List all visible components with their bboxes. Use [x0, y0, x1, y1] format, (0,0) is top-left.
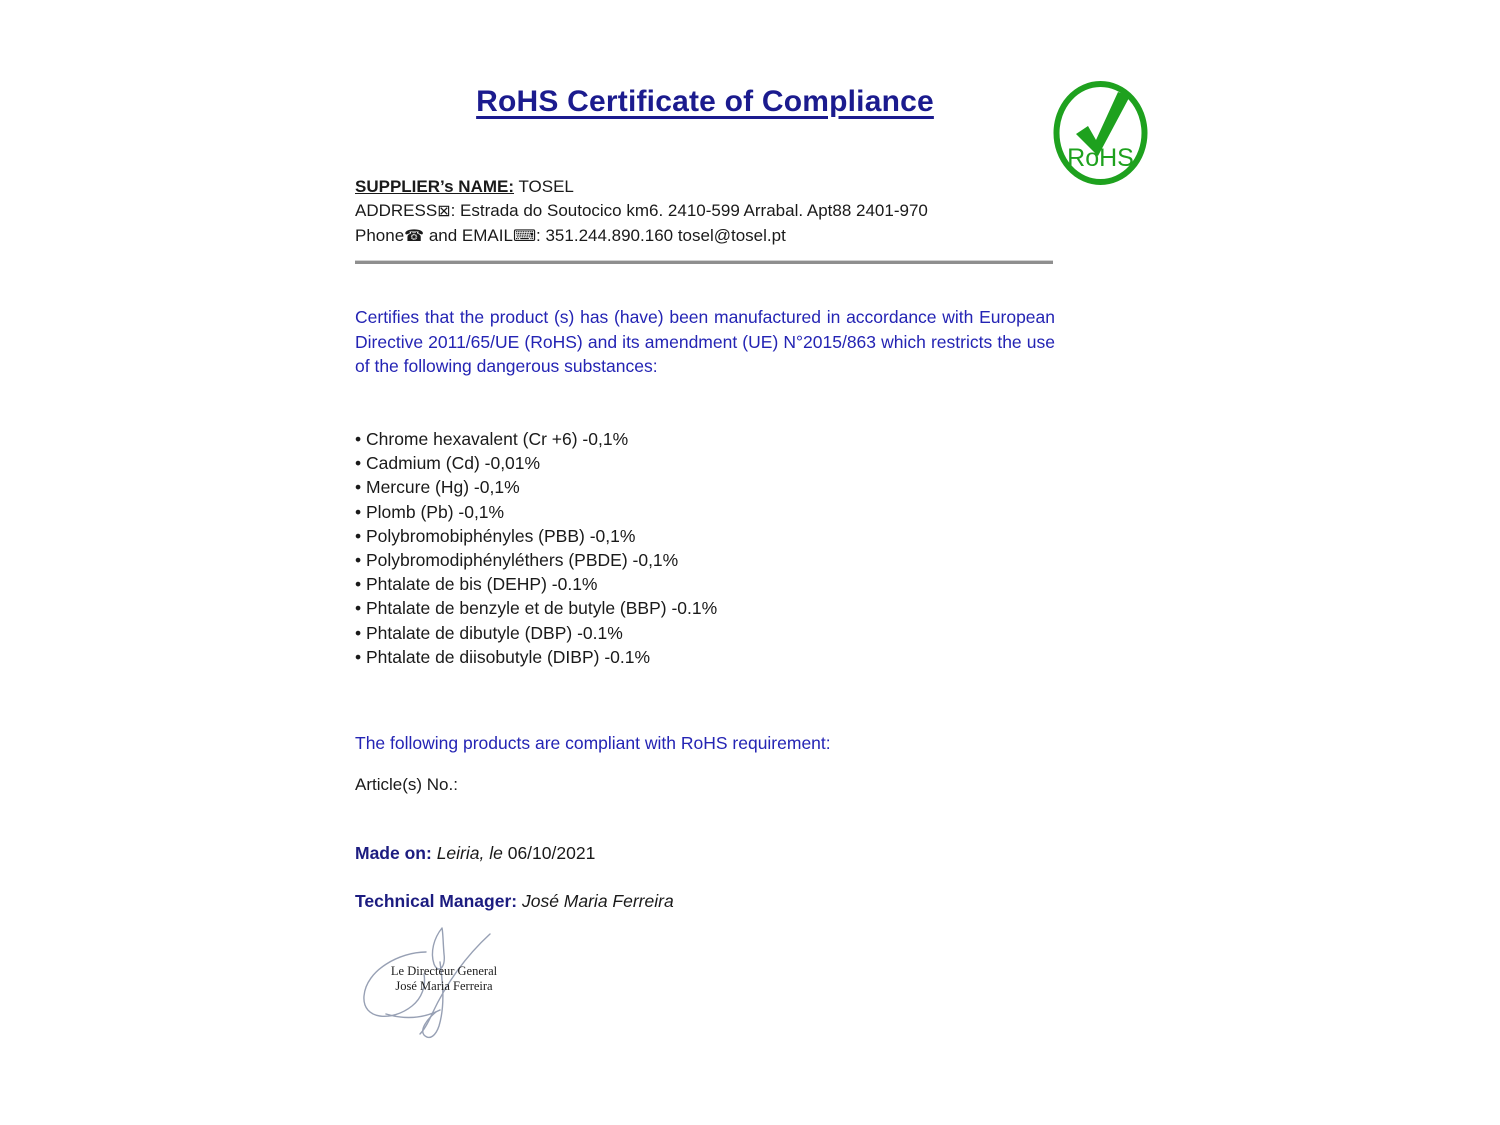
phone-icon: ☎ [404, 228, 425, 245]
list-item: • Phtalate de dibutyle (DBP) -0.1% [355, 621, 717, 645]
list-item: • Cadmium (Cd) -0,01% [355, 451, 717, 475]
technical-manager-label: Technical Manager: [355, 891, 518, 911]
signature-title: Le Directeur General [390, 964, 498, 978]
address-value: : Estrada do Soutocico km6. 2410-599 Arrabal. Apt88 2401-970 [450, 201, 928, 220]
technical-manager-name: José Maria Ferreira [521, 891, 674, 911]
list-item: • Plomb (Pb) -0,1% [355, 500, 717, 524]
page-title: RoHS Certificate of Compliance [476, 85, 934, 118]
contact-value: : 351.244.890.160 tosel@tosel.pt [536, 226, 786, 245]
certification-paragraph: Certifies that the product (s) has (have) been manufactured in accordance with European Directive 2011/65/UE (RoHS) and its amendment (UE) N°2015/863 which restricts the use of the following dangerous substances: [355, 307, 1055, 376]
compliance-statement: The following products are compliant with RoHS requirement: [355, 733, 831, 753]
list-item: • Polybromodiphényléthers (PBDE) -0,1% [355, 548, 717, 572]
divider [355, 260, 1053, 264]
substance-list [355, 427, 717, 669]
supplier-name-label: SUPPLIER’s NAME: [355, 177, 515, 196]
supplier-name-value: TOSEL [518, 177, 574, 196]
list-item: • Polybromobiphényles (PBB) -0,1% [355, 524, 717, 548]
signature-name: José Maria Ferreira [395, 979, 493, 993]
made-on-label: Made on: [355, 843, 432, 863]
envelope-icon: ⊠ [437, 203, 451, 220]
rohs-logo-label: RoHS [1067, 144, 1134, 172]
address-label: ADDRESS [355, 201, 438, 220]
rohs-logo-graphic [1052, 80, 1149, 186]
signature-text [384, 964, 504, 994]
articles-label: Article(s) No.: [355, 775, 458, 794]
phone-label: Phone [355, 226, 405, 245]
signature [356, 922, 521, 1052]
made-on-place: Leiria, le [436, 843, 503, 863]
made-on-date: 06/10/2021 [507, 843, 596, 863]
list-item: • Mercure (Hg) -0,1% [355, 475, 717, 499]
technical-manager-line [355, 891, 674, 912]
list-item: • Phtalate de bis (DEHP) -0.1% [355, 572, 717, 596]
made-on-line [355, 843, 595, 864]
supplier-contact-line [355, 224, 1075, 249]
list-item: • Phtalate de benzyle et de butyle (BBP) -0.1% [355, 596, 717, 620]
supplier-block [355, 175, 1075, 249]
supplier-name-line [355, 175, 1075, 199]
list-item: • Phtalate de diisobutyle (DIBP) -0.1% [355, 645, 717, 669]
computer-icon: ⌨ [512, 228, 537, 245]
list-item: • Chrome hexavalent (Cr +6) -0,1% [355, 427, 717, 451]
rohs-logo [1052, 80, 1149, 186]
supplier-address-line [355, 199, 1075, 224]
email-label: and EMAIL [424, 226, 513, 245]
